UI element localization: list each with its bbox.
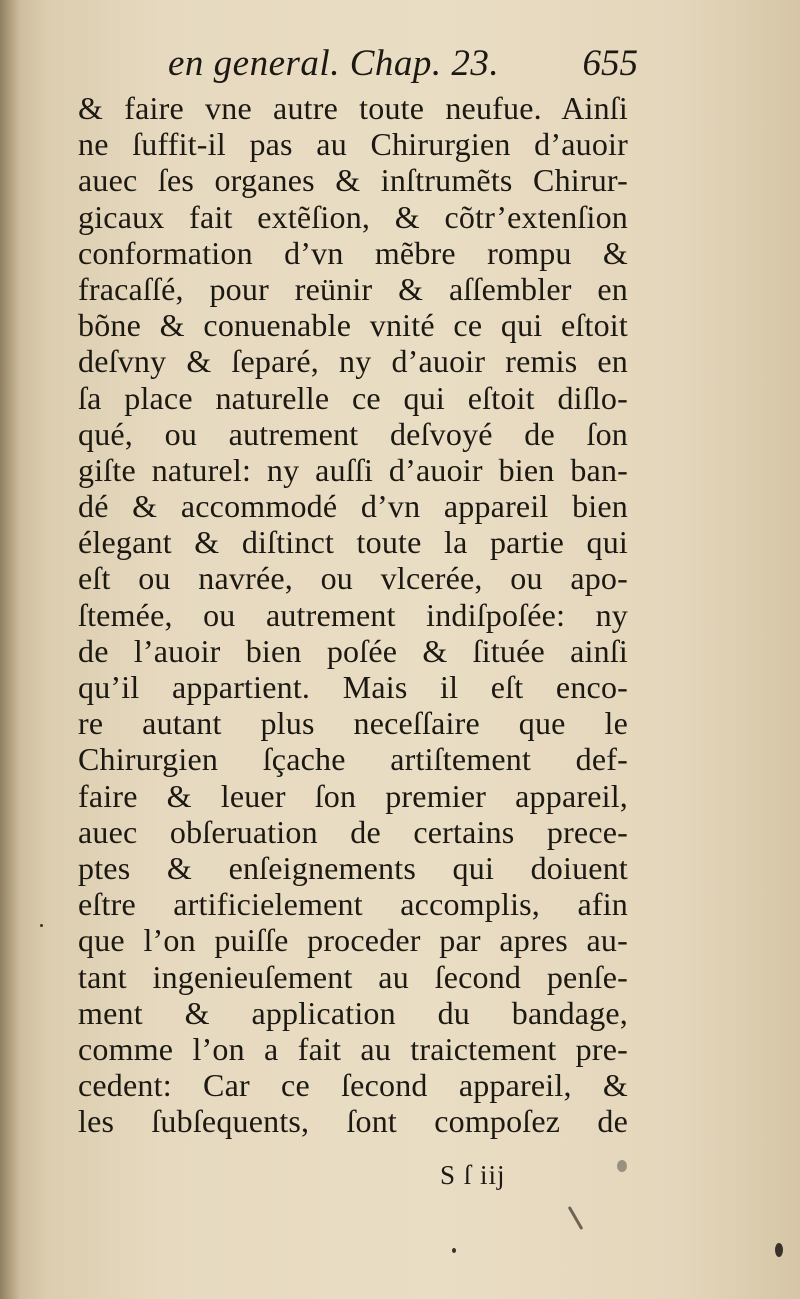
ink-speck — [617, 1160, 627, 1172]
page-number: 655 — [582, 43, 638, 84]
text-line: qué, ou autrement deſvoyé de ſon — [78, 415, 628, 452]
text-line: ptes & enſeignements qui doiuent — [78, 849, 628, 886]
text-line: ſtemée, ou autrement indiſpoſée: ny — [78, 596, 628, 633]
ink-speck — [775, 1243, 783, 1257]
page-gutter-shadow — [0, 0, 20, 1299]
text-line: conformation d’vn mẽbre rompu & — [78, 234, 628, 271]
text-line: deſvny & ſeparé, ny d’auoir remis en — [78, 343, 628, 380]
text-line: ne ſuffit-il pas au Chirurgien d’auoir — [78, 126, 628, 163]
text-line: re autant plus neceſſaire que le — [78, 705, 628, 742]
text-line: bõne & conuenable vnité ce qui eſtoit — [78, 307, 628, 344]
text-line: dé & accommodé d’vn appareil bien — [78, 488, 628, 525]
text-line: & faire vne autre toute neufue. Ainſi — [78, 90, 628, 126]
text-line: les ſubſequents, ſont compoſez de — [78, 1103, 628, 1140]
ink-speck — [452, 1248, 456, 1253]
text-line: auec obſeruation de certains prece- — [78, 813, 628, 850]
text-line: tant ingenieuſement au ſecond penſe- — [78, 958, 628, 995]
body-text — [78, 90, 628, 1139]
text-line: auec ſes organes & inſtrumẽts Chirur- — [78, 162, 628, 199]
text-line: ment & application du bandage, — [78, 994, 628, 1031]
text-line: de l’auoir bien poſée & ſituée ainſi — [78, 632, 628, 669]
text-line: Chirurgien ſçache artiſtement def- — [78, 741, 628, 778]
running-head: en general. Chap. 23. — [168, 43, 500, 84]
ink-speck — [40, 924, 43, 927]
signature-mark: S ſ iij — [440, 1160, 506, 1190]
text-line: que l’on puiſſe proceder par apres au- — [78, 922, 628, 959]
text-line: cedent: Car ce ſecond appareil, & — [78, 1067, 628, 1104]
text-line: élegant & diſtinct toute la partie qui — [78, 524, 628, 561]
text-line: eſt ou navrée, ou vlcerée, ou apo- — [78, 560, 628, 597]
text-line: ſa place naturelle ce qui eſtoit diſlo- — [78, 379, 628, 416]
text-line: gicaux fait extẽſion, & cõtr’extenſion — [78, 198, 628, 235]
text-line: faire & leuer ſon premier appareil, — [78, 777, 628, 814]
text-line: giſte naturel: ny auſſi d’auoir bien ban- — [78, 451, 628, 488]
ink-speck — [568, 1206, 584, 1230]
text-line: fracaſſé, pour reünir & aſſembler en — [78, 270, 628, 307]
text-line: eſtre artificielement accomplis, afin — [78, 886, 628, 923]
text-line: qu’il appartient. Mais il eſt enco- — [78, 669, 628, 705]
text-line: comme l’on a fait au traictement pre- — [78, 1030, 628, 1067]
